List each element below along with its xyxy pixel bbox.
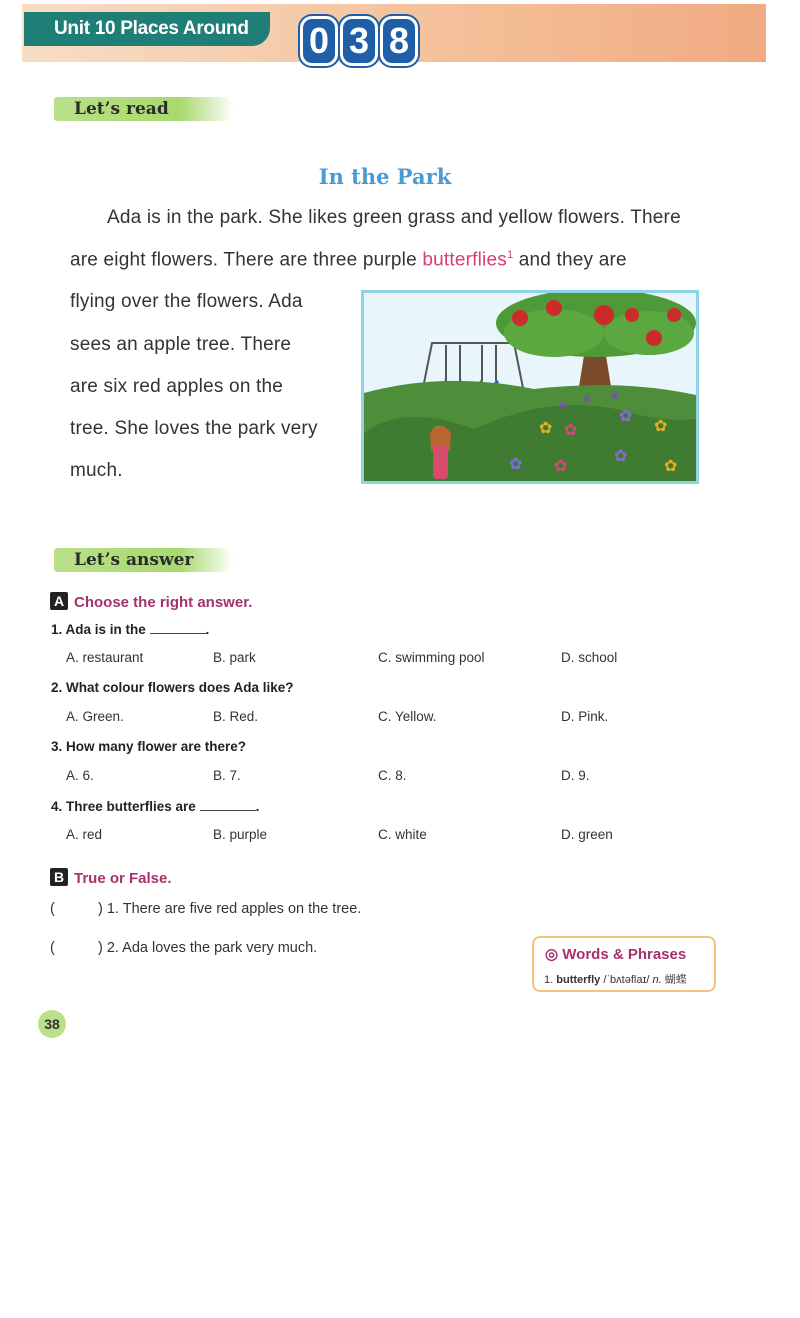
option-4d[interactable]: D. green: [561, 827, 613, 842]
option-1c[interactable]: C. swimming pool: [378, 650, 485, 665]
svg-text:✿: ✿: [619, 406, 633, 425]
part-a-heading-text: Choose the right answer.: [74, 594, 253, 611]
question-1-suffix: .: [205, 622, 210, 637]
option-4c[interactable]: C. white: [378, 827, 427, 842]
unit-label: Unit 10 Places Around: [24, 12, 270, 46]
story-line-1: Ada is in the park. She likes green grass and yellow flowers. There: [107, 207, 681, 228]
vocab-pos: n.: [652, 974, 662, 986]
lets-read-label-text: Let’s read: [74, 99, 169, 119]
vocab-phonetic: /ˈbʌtəflaɪ/: [603, 974, 650, 986]
option-4a[interactable]: A. red: [66, 827, 103, 842]
svg-text:✿: ✿: [654, 416, 668, 435]
svg-text:❦: ❦: [558, 398, 569, 412]
option-3d[interactable]: D. 9.: [561, 768, 590, 783]
part-b-heading-text: True or False.: [74, 870, 172, 887]
part-b-badge: B: [50, 868, 68, 886]
svg-text:✿: ✿: [539, 418, 553, 437]
words-phrases-title: [545, 945, 686, 963]
girl-ada: [430, 426, 451, 479]
tf-open-paren-1[interactable]: (: [50, 901, 55, 917]
svg-text:✿: ✿: [614, 446, 628, 465]
option-1b[interactable]: B. park: [213, 650, 256, 665]
part-b-heading: [50, 868, 172, 888]
story-title: In the Park: [318, 164, 452, 189]
story-line-2: [70, 249, 700, 271]
story-line-6: tree. She loves the park very: [70, 418, 318, 439]
target-icon: ◎: [545, 946, 559, 963]
question-4-suffix: .: [255, 799, 260, 814]
footnote-mark: 1: [506, 249, 514, 261]
option-2d[interactable]: D. Pink.: [561, 709, 609, 724]
park-illustration: [361, 290, 699, 484]
part-a-badge: A: [50, 592, 68, 610]
question-2: 2. What colour flowers does Ada like?: [51, 680, 294, 695]
words-phrases-box: [532, 936, 716, 992]
question-1-text: 1. Ada is in the: [51, 622, 146, 637]
svg-text:✿: ✿: [564, 420, 578, 439]
svg-text:✿: ✿: [554, 456, 568, 475]
option-2a[interactable]: A. Green.: [66, 709, 124, 724]
page-number: 38: [38, 1010, 66, 1038]
story-line-7: much.: [70, 460, 123, 481]
lets-answer-label: [54, 548, 234, 572]
page-code-digit: 8: [380, 16, 418, 66]
tf-open-paren-2[interactable]: (: [50, 940, 55, 956]
answer-blank[interactable]: [200, 798, 256, 811]
page-code-digit: 3: [340, 16, 378, 66]
option-3b[interactable]: B. 7.: [213, 768, 241, 783]
vocab-word: butterfly: [556, 974, 601, 986]
lets-read-label: [54, 97, 234, 121]
story-line-2-text: are eight flowers. There are three purple: [70, 249, 417, 271]
option-1a[interactable]: A. restaurant: [66, 650, 144, 665]
story-line-2-end: and they are: [518, 249, 627, 271]
question-4-text: 4. Three butterflies are: [51, 799, 196, 814]
words-phrases-title-text: Words & Phrases: [562, 946, 687, 963]
option-4b[interactable]: B. purple: [213, 827, 268, 842]
question-1: [51, 621, 209, 637]
option-2c[interactable]: C. Yellow.: [378, 709, 437, 724]
vocab-meaning: 蝴蝶: [664, 974, 687, 986]
tf-statement-2: ) 2. Ada loves the park very much.: [98, 940, 318, 956]
option-1d[interactable]: D. school: [561, 650, 618, 665]
story-line-3: flying over the flowers. Ada: [70, 291, 303, 312]
svg-text:✿: ✿: [664, 456, 678, 475]
story-line-4: sees an apple tree. There: [70, 334, 292, 355]
question-3: 3. How many flower are there?: [51, 739, 247, 754]
svg-text:✿: ✿: [509, 454, 523, 473]
lets-answer-label-text: Let’s answer: [74, 550, 194, 570]
page-code-digit: 0: [300, 16, 338, 66]
part-a-heading: [50, 592, 252, 612]
option-3a[interactable]: A. 6.: [66, 768, 94, 783]
story-line-5: are six red apples on the: [70, 376, 284, 397]
option-3c[interactable]: C. 8.: [378, 768, 407, 783]
svg-text:❦: ❦: [610, 388, 621, 402]
highlight-word-butterflies: butterflies: [422, 249, 507, 271]
question-4: [51, 798, 259, 814]
page-code: [300, 16, 418, 68]
answer-blank[interactable]: [150, 621, 206, 634]
vocab-entry-number: 1.: [544, 974, 554, 986]
option-2b[interactable]: B. Red.: [213, 709, 259, 724]
vocab-entry: [544, 971, 687, 987]
svg-text:❦: ❦: [582, 392, 593, 406]
park-scene: [364, 293, 696, 481]
tf-statement-1: ) 1. There are five red apples on the tree.: [98, 901, 362, 917]
